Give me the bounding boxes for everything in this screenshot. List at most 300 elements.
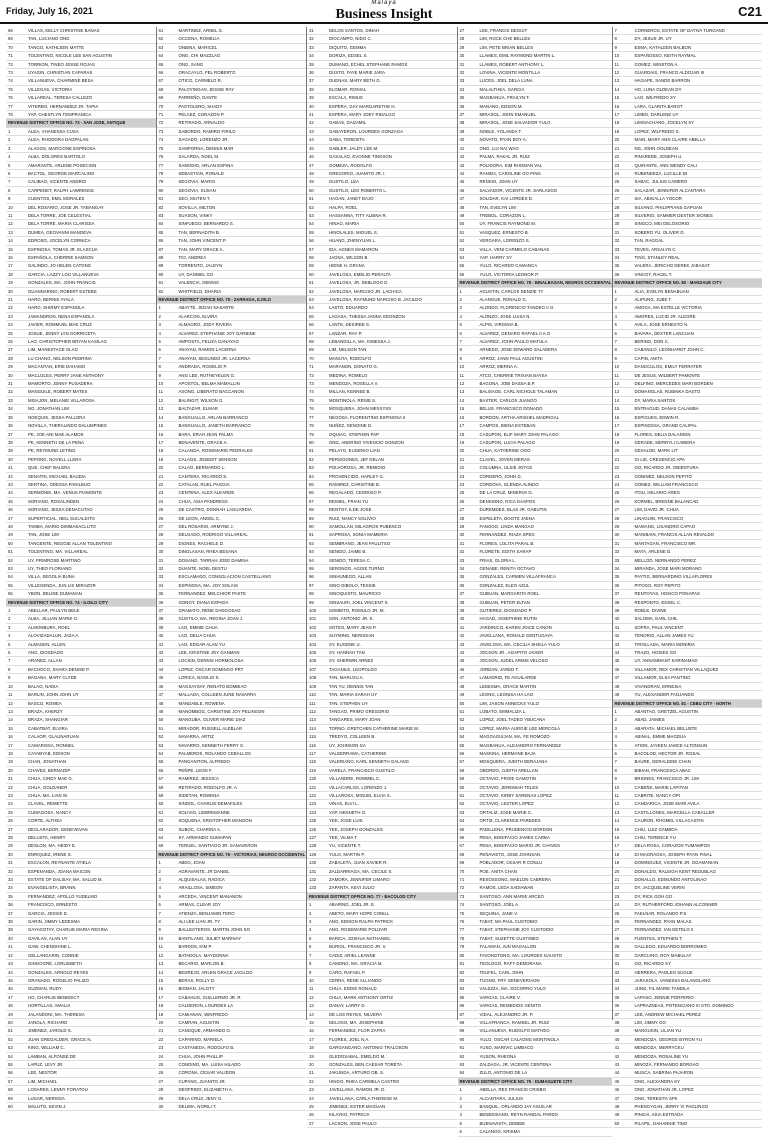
list-item-number: 19 xyxy=(614,860,620,866)
list-item-number: 47 xyxy=(158,692,164,698)
list-item xyxy=(157,355,307,363)
list-item xyxy=(6,540,156,548)
list-item-number: 84 xyxy=(459,986,465,992)
list-item xyxy=(613,842,763,850)
list-item-name: BELUS, FRANCISCO DONADO xyxy=(479,406,543,412)
list-item-name: ARROZ, MERNA A. xyxy=(479,364,518,370)
list-item xyxy=(613,170,763,178)
list-item-name: ESTATE OF DALISAY, MA. SALUD M. xyxy=(28,877,103,883)
list-item xyxy=(157,1019,307,1027)
list-item-name: LORICA, BASILIO S. xyxy=(178,675,220,681)
list-item-number: 21 xyxy=(614,877,620,883)
list-item-number: 12 xyxy=(8,700,13,706)
list-item xyxy=(6,489,156,497)
list-item-number: 82 xyxy=(158,204,164,210)
list-item-name: SOTEO, MARY JEAN P. xyxy=(329,624,377,630)
list-item-number: 86 xyxy=(158,238,164,244)
list-item-number: 44 xyxy=(614,650,620,656)
list-item-name: DEL ROSARIO, JOSE JR. TABANGAY xyxy=(28,204,104,210)
list-item-number: 84 xyxy=(309,473,314,479)
list-item-name: GINGOGRE, LORLIEBETH xyxy=(28,961,82,967)
list-item-number: 28 xyxy=(158,532,164,538)
list-item-name: MIRASOL, JOHN EMANUEL xyxy=(479,112,536,118)
list-item-name: MASKINA, HERMANE BAJA xyxy=(479,750,536,756)
list-item-name: MAMORTO, JENNY PUSADERA xyxy=(28,381,93,387)
list-item-number: 15 xyxy=(158,423,164,429)
list-item-name: ONG, SANG xyxy=(178,61,204,67)
list-item xyxy=(458,304,612,312)
list-item xyxy=(613,103,763,111)
list-item-number: 51 xyxy=(158,725,164,731)
list-item-number: 30 xyxy=(158,1104,164,1109)
list-item xyxy=(613,86,763,94)
list-item-name: MOSQUERA, JUDITH BERAJANA xyxy=(479,759,548,765)
list-item-number: 63 xyxy=(309,297,314,302)
list-item xyxy=(307,515,457,523)
list-item-number: 11 xyxy=(614,61,619,67)
list-item xyxy=(307,372,457,380)
list-item-number: 115 xyxy=(309,734,316,740)
list-item-name: RAMIREZ, JESSICA xyxy=(178,776,219,782)
list-item-name: BAGONA, JOBI DASSA B.P. xyxy=(479,381,536,387)
list-item-number: 10 xyxy=(158,935,164,941)
list-item-name: PALMEROS, ROLANDO CEBALLOS xyxy=(178,750,251,756)
list-item-name: FLORES, LOLITA PARAL B. xyxy=(479,540,535,546)
list-item xyxy=(613,372,763,380)
list-item-number: 3 xyxy=(614,305,617,311)
list-item-number: 11 xyxy=(158,389,163,395)
list-item-number: 27 xyxy=(158,1078,164,1084)
list-item xyxy=(458,473,612,481)
list-item-number: 61 xyxy=(459,792,465,798)
list-item-number: 4 xyxy=(459,1112,462,1118)
list-item xyxy=(458,77,612,85)
list-item-number: 39 xyxy=(614,1028,620,1034)
list-item-number: 56 xyxy=(459,271,465,277)
list-item-number: 47 xyxy=(8,994,13,1000)
list-item xyxy=(307,960,457,968)
list-item xyxy=(6,700,156,708)
list-item xyxy=(458,372,612,380)
list-item-number: 33 xyxy=(614,246,620,252)
list-item xyxy=(458,893,612,901)
list-item xyxy=(307,338,457,346)
list-item xyxy=(613,1086,763,1094)
list-item xyxy=(307,868,457,876)
list-item-name: LAMADRID, FE AGUILARDE xyxy=(479,675,537,681)
list-item-number: 41 xyxy=(158,641,164,647)
list-item-number: 1 xyxy=(8,128,11,134)
list-item xyxy=(157,77,307,85)
list-item-number: 46 xyxy=(614,666,620,672)
district-header xyxy=(458,279,612,287)
list-item-name: NOBLE, YOLANDA T. xyxy=(479,128,522,134)
list-item-name: JARDINICO, KAREN JOICE CANON xyxy=(479,624,552,630)
list-item-name: TORRION, TINEO JESSE ROJAS xyxy=(28,61,95,67)
list-item-name: EVANGELISTA, BRANN xyxy=(28,885,76,891)
list-item-number: 44 xyxy=(8,490,13,496)
list-item-name: CORTE, ALTHEA xyxy=(28,818,63,824)
list-item-name: GUSTILO, LEA xyxy=(329,179,359,185)
list-item-name: GENABE, RENITA OCTAVO xyxy=(479,566,535,571)
list-item-name: VALERA, JERICHO DEREK JABASAT xyxy=(634,263,710,269)
list-item xyxy=(157,44,307,52)
list-item xyxy=(458,674,612,682)
list-item xyxy=(157,809,307,817)
list-item-name: GOMEZ, WILLIAM FRANCISCO xyxy=(634,481,699,487)
list-item-number: 78 xyxy=(8,112,13,118)
list-item xyxy=(307,1061,457,1069)
list-item-name: ALARCON, ELVIRA xyxy=(178,313,218,319)
list-item xyxy=(458,1120,612,1128)
list-item-name: JAMANDRON, NENA ESPANOLA xyxy=(28,313,95,319)
list-item-number: 59 xyxy=(309,263,314,269)
list-item xyxy=(613,994,763,1002)
list-item-number: 1 xyxy=(8,608,11,614)
list-item xyxy=(458,523,612,531)
list-item xyxy=(458,212,612,220)
list-item xyxy=(458,960,612,968)
district-header xyxy=(458,1078,612,1086)
list-item-name: BECARIO, MARLON B. xyxy=(178,961,225,967)
list-item-name: MOSQUERA, JOHN MEXXYSS xyxy=(329,406,392,412)
list-item-name: BENEDISANO, REYN RANDAL PARDO xyxy=(479,1112,559,1118)
list-item-name: VARGAS, CLAIRE V. xyxy=(479,994,521,1000)
list-item-number: 24 xyxy=(614,902,620,908)
list-item-name: CAMPOS, BIENA ESTEBAN xyxy=(479,423,536,429)
list-item-number: 14 xyxy=(614,818,620,824)
list-item xyxy=(157,1078,307,1086)
list-item-number: 4 xyxy=(158,330,161,336)
list-item xyxy=(613,691,763,699)
list-item-name: CAMARISSA, RONNEL xyxy=(28,742,75,748)
list-item-number: 55 xyxy=(309,229,314,235)
list-item-name: AMORES, LUCID JR. ALEGRE xyxy=(634,313,696,319)
list-item xyxy=(6,876,156,884)
list-item-number: 89 xyxy=(309,515,314,521)
list-item-number: 58 xyxy=(158,784,164,790)
list-item xyxy=(157,700,307,708)
list-item-name: HALPA, ROEL xyxy=(329,204,358,210)
list-item-name: MAGBANUA, FRAILYN T. xyxy=(479,95,530,101)
list-item xyxy=(613,321,763,329)
list-item-number: 46 xyxy=(309,154,314,160)
list-item-number: 70 xyxy=(459,868,465,874)
list-item-number: 47 xyxy=(309,162,314,168)
list-item-name: FLORES, DELIA DALANGIN xyxy=(634,431,691,437)
list-item xyxy=(307,531,457,539)
list-item xyxy=(458,397,612,405)
list-item-number: 48 xyxy=(459,683,465,689)
list-item-number: 21 xyxy=(614,456,620,462)
list-item-number: 7 xyxy=(158,910,161,916)
list-item-number: 30 xyxy=(8,372,13,378)
list-item-number: 6 xyxy=(158,902,161,908)
list-item xyxy=(458,708,612,716)
list-item-name: MAGBANUA, ALEJANDRO FERNANDEZ xyxy=(479,742,561,748)
list-item-name: GERADE, MERRYLI CABIERA xyxy=(634,439,696,445)
list-item xyxy=(613,1069,763,1077)
list-item-name: KING, WILLIAM C. xyxy=(28,1045,65,1051)
list-item-number: 5 xyxy=(8,162,11,168)
list-item-number: 27 xyxy=(614,196,620,202)
list-item-name: DE CASTRO, DONNAH LAGUARDIA xyxy=(178,507,252,513)
list-item xyxy=(307,1069,457,1077)
list-item xyxy=(307,111,457,119)
list-item-name: TANGENTE, REGGIE ALLAN TOLENTINO xyxy=(28,540,112,546)
list-item-name: FANOGO, LINDA MANGAO xyxy=(479,523,534,529)
list-item-number: 21 xyxy=(158,473,164,479)
list-item xyxy=(307,725,457,733)
list-item-name: SANTOSO, JOEL A. xyxy=(479,902,520,908)
list-item xyxy=(613,733,763,741)
list-item xyxy=(458,859,612,867)
list-item-name: GI LIE, CRESENCIO APA xyxy=(634,456,685,462)
list-item-number: 28 xyxy=(158,1087,164,1093)
list-item-name: DUSTO, FAYE MARIE JARA xyxy=(329,70,386,76)
list-item-number: 9 xyxy=(8,196,11,202)
list-item-number: 55 xyxy=(459,263,465,269)
list-item-number: 111 xyxy=(309,700,316,706)
list-item xyxy=(6,52,156,60)
list-item-number: 119 xyxy=(309,767,316,773)
list-item-number: 1 xyxy=(614,288,617,294)
list-item-number: 17 xyxy=(8,263,13,269)
list-item-name: BEDREJO, ARLEN GRACE JACILDO xyxy=(178,969,253,975)
list-item xyxy=(307,229,457,237)
list-item-name: VILLAREAL, TERESA CALLEZO xyxy=(28,95,93,101)
list-item-name: SINO GIBOLO, TESSIE xyxy=(329,582,376,588)
list-item-number: 15 xyxy=(614,406,620,412)
list-item-number: 80 xyxy=(158,187,164,193)
list-item-number: 43 xyxy=(614,641,620,647)
list-item-number: 4 xyxy=(8,633,11,639)
list-item-number: 42 xyxy=(614,633,620,639)
list-item-name: RAMIREZ, CHRISTINE B. xyxy=(329,481,381,487)
list-item-number: 35 xyxy=(459,574,465,580)
list-item-name: REMIEL, FRIAN YU xyxy=(329,498,369,504)
list-item-number: 36 xyxy=(459,582,465,588)
list-item-name: SAMPORNA, DENNIS MAR xyxy=(178,145,234,151)
list-item-name: ARCEDA, VINCENT MANANON xyxy=(178,893,242,899)
list-item-name: SOVILLA, MILTON xyxy=(178,204,216,210)
list-item xyxy=(6,515,156,523)
list-item-name: DESLON, MA. HEIDY E. xyxy=(28,843,77,849)
list-item-number: 5 xyxy=(614,742,617,748)
list-item xyxy=(6,750,156,758)
list-item xyxy=(157,994,307,1002)
list-item-number: 36 xyxy=(614,1003,620,1009)
list-item-number: 56 xyxy=(8,1070,13,1076)
list-item xyxy=(458,784,612,792)
list-item xyxy=(307,548,457,556)
list-item xyxy=(307,1019,457,1027)
list-item xyxy=(613,271,763,279)
list-item-number: 22 xyxy=(614,154,620,160)
list-item-name: SALOMA, EARL CHIL xyxy=(634,616,678,622)
list-item-number: 40 xyxy=(8,935,13,941)
list-item-name: SUYMING, NERISSAN xyxy=(329,633,375,639)
list-item-number: 20 xyxy=(8,288,13,294)
list-item-name: LAO, CHRISTOPHER BRYAN KASILAG xyxy=(28,339,107,345)
list-item xyxy=(458,431,612,439)
list-item-name: SEMBRANO, JEAN PAULITSO xyxy=(329,540,391,546)
list-item-number: 11 xyxy=(459,372,464,378)
list-item-number: 2 xyxy=(614,717,617,723)
list-item-name: PEÑAVISTO, JOSE JOHNSAN xyxy=(479,851,541,857)
list-item xyxy=(458,742,612,750)
list-item-number: 70 xyxy=(309,355,314,361)
list-item-name: MALUTO, KEVIN J. xyxy=(28,1104,67,1109)
list-item xyxy=(307,994,457,1002)
list-item-number: 85 xyxy=(459,994,465,1000)
list-item-name: KILAYKO, PATRICIA xyxy=(329,1112,370,1118)
list-item xyxy=(6,733,156,741)
list-item-number: 9 xyxy=(158,372,161,378)
list-item xyxy=(157,615,307,623)
list-item xyxy=(307,800,457,808)
list-item-name: BIGMAN, JALOTY xyxy=(178,986,215,992)
list-item-number: 40 xyxy=(309,103,314,109)
list-item xyxy=(6,742,156,750)
list-item xyxy=(458,884,612,892)
list-item-name: YEE, JOSE LUIS xyxy=(329,818,363,824)
list-item-name: ALAGOS, MARCIONE ESPINOSA xyxy=(28,145,96,151)
list-item xyxy=(307,296,457,304)
list-item xyxy=(307,876,457,884)
list-item-name: NUÑEZ, GENOINE D. xyxy=(329,423,373,429)
list-item xyxy=(6,288,156,296)
list-item xyxy=(458,229,612,237)
list-item-name: POBLADOR, CESAR R CONLU xyxy=(479,860,543,866)
column-2 xyxy=(156,27,307,1109)
list-item-name: YEE, JOSEPH GONZALES xyxy=(329,826,383,832)
list-item-number: 26 xyxy=(614,187,620,193)
list-item-name: ALQUISALAS, RADICA xyxy=(178,877,225,883)
list-item-name: CORONA, CESAR VALIDON xyxy=(178,1070,236,1076)
list-item xyxy=(6,27,156,35)
list-item xyxy=(6,372,156,380)
listing-columns xyxy=(6,27,762,1135)
list-item xyxy=(613,422,763,430)
list-item-name: CUMAGOSA, NANCY xyxy=(28,809,72,815)
list-item-number: 17 xyxy=(614,843,620,849)
list-item-name: TAN, JOSE LIM xyxy=(28,532,59,538)
list-item-name: CABANILO, LEONHARDT JOHN C. xyxy=(634,347,705,353)
list-item-name: RAMOS, LEDA SADIAWAN xyxy=(479,885,534,891)
list-item-name: VERGARA, LORENZO S. xyxy=(479,238,530,244)
list-item-number: 18 xyxy=(8,271,13,277)
list-item-number: 59 xyxy=(459,776,465,782)
list-item xyxy=(307,153,457,161)
list-item xyxy=(6,61,156,69)
list-item-number: 39 xyxy=(158,624,164,630)
list-item xyxy=(613,708,763,716)
list-item-name: BUENAVISTA, DEBBIE xyxy=(479,1120,526,1126)
list-item-name: PILAPIL, DAHANNIE TINO xyxy=(634,1120,688,1126)
list-item xyxy=(307,742,457,750)
list-item xyxy=(157,817,307,825)
list-item xyxy=(613,1019,763,1027)
list-item-name: DEOFRIDO, ELIZABETH A. xyxy=(178,1087,234,1093)
list-item-number: 73 xyxy=(309,381,314,387)
list-item xyxy=(613,69,763,77)
list-item-number: 35 xyxy=(8,893,13,899)
list-item-name: BORDON, ARTHA ARISHEL MADRIGAL xyxy=(479,414,560,420)
list-item-name: ABEO, JOAN xyxy=(178,860,205,866)
list-item-name: GOMEZ, WINSTON A. xyxy=(634,61,679,67)
list-item xyxy=(6,397,156,405)
list-item xyxy=(6,851,156,859)
list-item xyxy=(613,162,763,170)
list-item-number: 23 xyxy=(614,162,620,168)
list-item-number: 44 xyxy=(158,666,164,672)
list-item-number: 19 xyxy=(614,128,620,134)
list-item-name: CABATBAT, ELVIRA xyxy=(28,725,68,731)
list-item-number: 4 xyxy=(309,927,312,933)
list-item xyxy=(458,1111,612,1119)
list-item xyxy=(458,439,612,447)
list-item-name: ALVAREZ, GENARO RAFAEL II A.O xyxy=(479,330,551,336)
list-item xyxy=(613,969,763,977)
list-item xyxy=(6,910,156,918)
list-item-name: SERMONIE, MA. VENUS PIAMONTE xyxy=(28,490,102,496)
list-item-number: 7 xyxy=(158,355,161,361)
list-item-number: 19 xyxy=(309,1053,314,1059)
list-item xyxy=(613,615,763,623)
list-item xyxy=(458,195,612,203)
list-item-name: ENTRAGUD, DANAS CALAMBA xyxy=(634,406,699,412)
list-item-name: ALCANTARA, JULIUS xyxy=(479,1095,524,1101)
list-item-number: 51 xyxy=(459,229,465,235)
list-item xyxy=(307,590,457,598)
list-item xyxy=(6,187,156,195)
list-item-number: 8 xyxy=(309,961,312,967)
list-item-name: DIGNES, RACHELE D. xyxy=(178,540,225,546)
list-item-number: 8 xyxy=(459,347,462,353)
list-item-name: VARELA, FRANCISCO GUSTILO xyxy=(329,767,395,773)
list-item-name: DE LA CRUZ, MINERVA G. xyxy=(479,490,533,496)
list-item xyxy=(307,615,457,623)
list-item-number: 37 xyxy=(8,910,13,916)
list-item-number: 18 xyxy=(614,851,620,857)
list-item-number: 127 xyxy=(309,835,317,840)
list-item-number: 81 xyxy=(309,448,314,454)
list-item xyxy=(458,254,612,262)
list-item-number: 28 xyxy=(614,204,620,210)
list-item-name: DELGADO, RODRIGO VILLAREAL xyxy=(178,532,248,538)
list-item-name: GALINDO, JO HELEN CATONG xyxy=(28,263,92,269)
list-item-name: DE LOS REYES, NILVERA xyxy=(329,1011,383,1017)
list-item xyxy=(157,414,307,422)
list-item-number: 13 xyxy=(8,229,13,235)
list-item-name: JIMENEZ, JAROLD S. xyxy=(28,1028,72,1034)
list-item xyxy=(307,943,457,951)
list-item-number: 100 xyxy=(309,608,317,614)
list-item xyxy=(6,708,156,716)
list-item-number: 66 xyxy=(459,835,465,840)
list-item xyxy=(458,178,612,186)
list-item xyxy=(307,985,457,993)
list-item-name: VILLANDRE, ROMMEL C. xyxy=(329,776,381,782)
list-item-name: LU CHANG, NELSON PEDRINA xyxy=(28,355,92,361)
list-item xyxy=(157,515,307,523)
list-item-number: 26 xyxy=(8,339,13,345)
list-item xyxy=(458,599,612,607)
list-item-number: 108 xyxy=(309,675,317,681)
list-item-number: 53 xyxy=(309,212,314,218)
list-item-number: 37 xyxy=(614,1011,620,1017)
